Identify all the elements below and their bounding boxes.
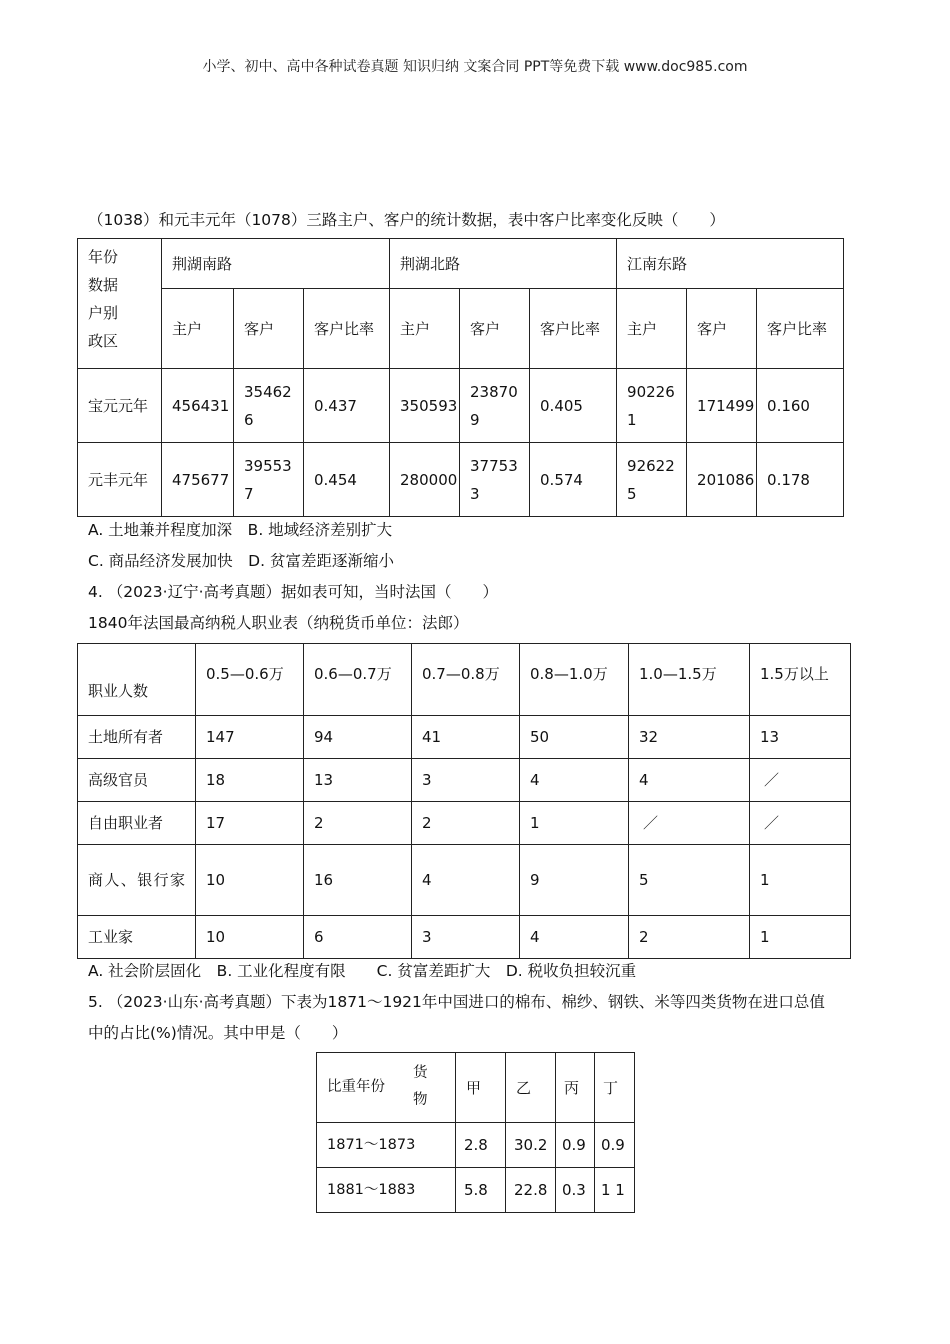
row-label: 1871～1873 bbox=[317, 1123, 456, 1168]
table-cell: 0.437 bbox=[304, 369, 390, 443]
table-row bbox=[317, 1168, 635, 1213]
table-cell: 1 bbox=[520, 802, 629, 845]
row-label: 商人、银行家 bbox=[78, 845, 196, 916]
region-header: 荆湖北路 bbox=[390, 239, 617, 289]
table-cell: 3 bbox=[412, 759, 520, 802]
table-cell: ／ bbox=[750, 759, 851, 802]
column-header: 0.8—1.0万 bbox=[520, 644, 629, 716]
table-cell: 1 bbox=[750, 845, 851, 916]
table-cell: 94 bbox=[304, 716, 412, 759]
q4-table bbox=[77, 643, 851, 959]
table-cell: 377533 bbox=[460, 443, 530, 517]
table-row bbox=[78, 916, 851, 959]
table-cell: 350593 bbox=[390, 369, 460, 443]
table-cell: 3 bbox=[412, 916, 520, 959]
row-label: 元丰元年 bbox=[78, 443, 162, 517]
table-cell: 0.178 bbox=[757, 443, 844, 517]
corner-top-label: 货 bbox=[413, 1065, 428, 1081]
subcol-header: 客户 bbox=[687, 289, 757, 369]
column-header: 乙 bbox=[506, 1053, 556, 1123]
region-header: 荆湖南路 bbox=[162, 239, 390, 289]
table-cell: 17 bbox=[196, 802, 304, 845]
table-cell: 0.574 bbox=[530, 443, 617, 517]
q3-table bbox=[77, 238, 844, 517]
corner-bottom-label: 物 bbox=[413, 1092, 428, 1108]
table-row bbox=[78, 759, 851, 802]
table-cell: 2 bbox=[629, 916, 750, 959]
table-cell: 4 bbox=[520, 759, 629, 802]
table-cell: 395537 bbox=[234, 443, 304, 517]
row-label: 工业家 bbox=[78, 916, 196, 959]
table-cell: 50 bbox=[520, 716, 629, 759]
table-row bbox=[78, 443, 844, 517]
q5-table bbox=[316, 1052, 635, 1213]
table-cell: 9 bbox=[520, 845, 629, 916]
table-cell: 0.9 bbox=[556, 1123, 595, 1168]
table-cell: ／ bbox=[629, 802, 750, 845]
column-header: 丙 bbox=[556, 1053, 595, 1123]
q4-stem: 4. （2023·辽宁·高考真题）据如表可知，当时法国（ ） bbox=[88, 583, 499, 601]
table-cell: 0.160 bbox=[757, 369, 844, 443]
table-cell: 171499 bbox=[687, 369, 757, 443]
table-cell: 30.2 bbox=[506, 1123, 556, 1168]
table-cell: 0.9 bbox=[595, 1123, 635, 1168]
column-header: 0.6—0.7万 bbox=[304, 644, 412, 716]
table-cell: 10 bbox=[196, 845, 304, 916]
column-header: 0.7—0.8万 bbox=[412, 644, 520, 716]
region-header: 江南东路 bbox=[617, 239, 844, 289]
q3-stem: （1038）和元丰元年（1078）三路主户、客户的统计数据，表中客户比率变化反映（ ） bbox=[88, 211, 725, 229]
table-cell: 475677 bbox=[162, 443, 234, 517]
table-cell: 0.3 bbox=[556, 1168, 595, 1213]
subcol-header: 客户比率 bbox=[530, 289, 617, 369]
q3-options-2: C. 商品经济发展加快 D. 贫富差距逐渐缩小 bbox=[88, 552, 394, 570]
q4-caption: 1840年法国最高纳税人职业表（纳税货币单位：法郎） bbox=[88, 614, 469, 632]
table-cell: 13 bbox=[750, 716, 851, 759]
corner-line: 户别 bbox=[88, 304, 119, 322]
subcol-header: 客户 bbox=[234, 289, 304, 369]
table-row bbox=[78, 369, 844, 443]
subcol-header: 主户 bbox=[617, 289, 687, 369]
row-label: 土地所有者 bbox=[78, 716, 196, 759]
table-cell: 238709 bbox=[460, 369, 530, 443]
subcol-header: 客户比率 bbox=[304, 289, 390, 369]
table-cell: 2 bbox=[412, 802, 520, 845]
q4-corner-cell: 职业人数 bbox=[78, 644, 196, 716]
q3-corner-cell bbox=[78, 239, 162, 369]
table-cell: 147 bbox=[196, 716, 304, 759]
column-header: 1.0—1.5万 bbox=[629, 644, 750, 716]
corner-line: 数据 bbox=[88, 276, 119, 294]
row-label: 自由职业者 bbox=[78, 802, 196, 845]
table-row bbox=[317, 1123, 635, 1168]
table-cell: 5.8 bbox=[456, 1168, 506, 1213]
table-cell: 18 bbox=[196, 759, 304, 802]
table-cell: 4 bbox=[520, 916, 629, 959]
table-cell: 4 bbox=[629, 759, 750, 802]
column-header: 甲 bbox=[456, 1053, 506, 1123]
table-cell: 201086 bbox=[687, 443, 757, 517]
table-row bbox=[78, 845, 851, 916]
q5-stem-line2: 中的占比(%)情况。其中甲是（ ） bbox=[88, 1024, 348, 1042]
corner-left-label: 比重年份 bbox=[327, 1079, 385, 1095]
table-cell: 32 bbox=[629, 716, 750, 759]
table-row bbox=[78, 802, 851, 845]
table-cell: 16 bbox=[304, 845, 412, 916]
q3-options-1: A. 土地兼并程度加深 B. 地域经济差别扩大 bbox=[88, 521, 393, 539]
table-cell: 6 bbox=[304, 916, 412, 959]
table-cell: 0.405 bbox=[530, 369, 617, 443]
row-label: 1881～1883 bbox=[317, 1168, 456, 1213]
subcol-header: 客户比率 bbox=[757, 289, 844, 369]
table-cell: ／ bbox=[750, 802, 851, 845]
page-header: 小学、初中、高中各种试卷真题 知识归纳 文案合同 PPT等免费下载 www.doc985.com bbox=[202, 59, 748, 75]
table-cell: 1 1 bbox=[595, 1168, 635, 1213]
table-cell: 1 bbox=[750, 916, 851, 959]
table-cell: 22.8 bbox=[506, 1168, 556, 1213]
row-label: 高级官员 bbox=[78, 759, 196, 802]
subcol-header: 主户 bbox=[162, 289, 234, 369]
row-label: 宝元元年 bbox=[78, 369, 162, 443]
table-cell: 354626 bbox=[234, 369, 304, 443]
table-cell: 0.454 bbox=[304, 443, 390, 517]
table-cell: 2.8 bbox=[456, 1123, 506, 1168]
table-cell: 5 bbox=[629, 845, 750, 916]
subcol-header: 主户 bbox=[390, 289, 460, 369]
table-cell: 280000 bbox=[390, 443, 460, 517]
table-cell: 2 bbox=[304, 802, 412, 845]
q4-options: A. 社会阶层固化 B. 工业化程度有限 C. 贫富差距扩大 D. 税收负担较沉重 bbox=[88, 962, 637, 980]
corner-line: 政区 bbox=[88, 332, 119, 350]
table-cell: 13 bbox=[304, 759, 412, 802]
corner-line: 年份 bbox=[88, 248, 119, 266]
table-cell: 456431 bbox=[162, 369, 234, 443]
table-cell: 926225 bbox=[617, 443, 687, 517]
table-cell: 902261 bbox=[617, 369, 687, 443]
table-cell: 41 bbox=[412, 716, 520, 759]
subcol-header: 客户 bbox=[460, 289, 530, 369]
q5-corner-cell bbox=[317, 1053, 456, 1123]
column-header: 0.5—0.6万 bbox=[196, 644, 304, 716]
table-row bbox=[78, 716, 851, 759]
column-header: 丁 bbox=[595, 1053, 635, 1123]
table-cell: 10 bbox=[196, 916, 304, 959]
column-header: 1.5万以上 bbox=[750, 644, 851, 716]
q5-stem-line1: 5. （2023·山东·高考真题）下表为1871～1921年中国进口的棉布、棉纱、钢铁、米等四类货物在进口总值 bbox=[88, 993, 825, 1011]
table-cell: 4 bbox=[412, 845, 520, 916]
